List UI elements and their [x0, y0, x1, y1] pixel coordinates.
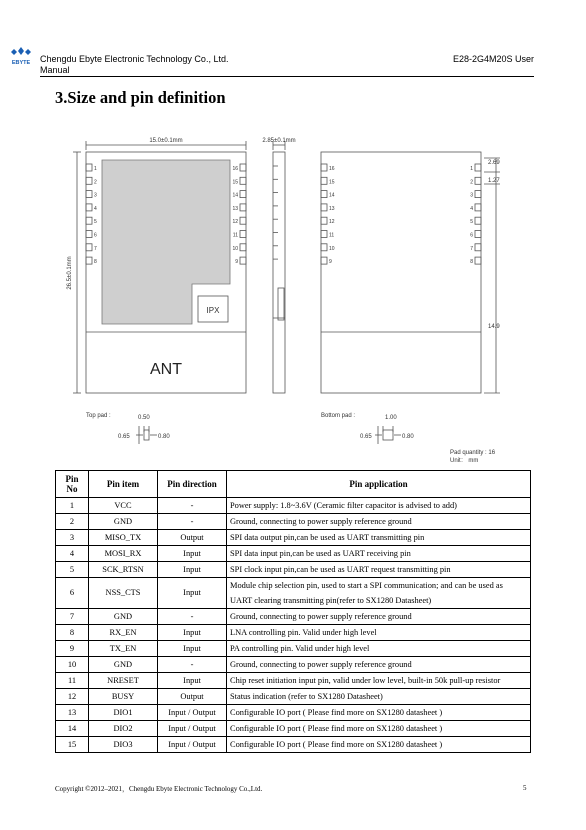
pin-no-cell: 1	[56, 498, 89, 514]
pitch-top-label: 2.69	[488, 160, 500, 166]
pin-number-label: 9	[235, 259, 238, 266]
pin-application-cell: Configurable IO port ( Please find more on SX1280 datasheet )	[227, 705, 531, 721]
pin-number-label: 16	[232, 166, 238, 172]
pin-number-label: 1	[94, 166, 97, 172]
header-company: Chengdu Ebyte Electronic Technology Co., Ltd.	[40, 54, 229, 64]
pin-number-label: 15	[232, 179, 238, 186]
pin-direction-cell: Input	[158, 562, 227, 578]
pin-number-label: 11	[329, 232, 335, 239]
table-row	[56, 737, 531, 753]
table-row	[56, 546, 531, 562]
pin-direction-cell: Input	[158, 641, 227, 657]
pin-no-cell: 6	[56, 578, 89, 609]
pin-number-label: 10	[232, 245, 238, 252]
page-number: 5	[523, 784, 527, 792]
top-pad-length: 0.80	[158, 434, 170, 440]
pin-number-label: 13	[329, 205, 335, 212]
pin-no-cell: 5	[56, 562, 89, 578]
ant-label: ANT	[150, 361, 182, 378]
pin-pad	[240, 217, 246, 224]
pin-application-cell: Chip reset initiation input pin, valid under low level, built-in 50k pull-up resistor	[227, 673, 531, 689]
header-manual: Manual	[40, 65, 70, 75]
pin-item-cell: DIO2	[89, 721, 158, 737]
pin-item-cell: GND	[89, 657, 158, 673]
pin-number-label: 2	[94, 179, 97, 186]
pin-no-cell: 14	[56, 721, 89, 737]
pin-pad	[321, 244, 327, 251]
pin-application-cell: LNA controlling pin. Valid under high level	[227, 625, 531, 641]
pin-pad	[240, 257, 246, 264]
pin-pad	[86, 217, 92, 224]
pin-number-label: 13	[232, 205, 238, 212]
pin-direction-cell: Input	[158, 578, 227, 609]
table-row	[56, 625, 531, 641]
pin-application-cell: SPI clock input pin,can be used as UART request transmitting pin	[227, 562, 531, 578]
pin-no-cell: 3	[56, 530, 89, 546]
pin-pad	[86, 177, 92, 184]
header-pin-no: Pin No	[56, 471, 89, 498]
width-dimension: 15.0±0.1mm	[149, 138, 183, 144]
table-row	[56, 578, 531, 609]
pin-number-label: 1	[470, 166, 473, 172]
table-row	[56, 657, 531, 673]
pin-number-label: 5	[470, 219, 473, 226]
table-row	[56, 609, 531, 625]
pin-number-label: 6	[470, 232, 473, 239]
pin-item-cell: MISO_TX	[89, 530, 158, 546]
pin-no-cell: 12	[56, 689, 89, 705]
section-title: 3.Size and pin definition	[55, 88, 226, 107]
pin-application-cell: Ground, connecting to power supply reference ground	[227, 514, 531, 530]
pin-item-cell: DIO3	[89, 737, 158, 753]
header-product: E28-2G4M20S User	[452, 54, 534, 64]
pin-number-label: 8	[470, 259, 473, 266]
pin-pad	[475, 231, 481, 238]
pin-no-cell: 8	[56, 625, 89, 641]
height-dimension: 26.5±0.1mm	[67, 256, 73, 290]
pin-table	[55, 470, 531, 753]
pin-application-cell: Ground, connecting to power supply reference ground	[227, 609, 531, 625]
pin-direction-cell: Input / Output	[158, 721, 227, 737]
header-pin-application: Pin application	[227, 471, 531, 498]
pin-number-label: 6	[94, 232, 97, 239]
pin-pad	[240, 191, 246, 198]
pin-direction-cell: Input	[158, 673, 227, 689]
pin-item-cell: SCK_RTSN	[89, 562, 158, 578]
pin-pad	[86, 257, 92, 264]
pin-no-cell: 4	[56, 546, 89, 562]
pin-pad	[321, 164, 327, 171]
ipx-label: IPX	[206, 306, 220, 315]
pin-no-cell: 7	[56, 609, 89, 625]
table-row	[56, 530, 531, 546]
dim-149-label: 14.9	[488, 324, 500, 330]
pin-direction-cell: Input / Output	[158, 737, 227, 753]
pin-pad	[475, 217, 481, 224]
pin-pad	[321, 231, 327, 238]
pin-application-cell: Ground, connecting to power supply reference ground	[227, 657, 531, 673]
table-row	[56, 705, 531, 721]
pin-pad	[475, 204, 481, 211]
pin-direction-cell: -	[158, 514, 227, 530]
pin-pad	[86, 244, 92, 251]
pin-pad	[86, 204, 92, 211]
pin-no-cell: 10	[56, 657, 89, 673]
table-row	[56, 689, 531, 705]
table-row	[56, 562, 531, 578]
pin-number-label: 11	[232, 232, 238, 239]
pin-number-label: 15	[329, 179, 335, 186]
pin-pad	[240, 177, 246, 184]
pin-number-label: 3	[94, 192, 97, 199]
table-row	[56, 641, 531, 657]
pin-pad	[86, 191, 92, 198]
bottom-pad-gap: 0.65	[360, 434, 372, 440]
pin-item-cell: NSS_CTS	[89, 578, 158, 609]
header-pin-item: Pin item	[89, 471, 158, 498]
pin-number-label: 14	[232, 192, 238, 199]
module-drawing	[40, 128, 500, 468]
header-divider	[40, 76, 534, 77]
footer-copyright: Copyright ©2012–2021，Chengdu Ebyte Electronic Technology Co.,Ltd.	[55, 785, 263, 793]
pin-number-label: 3	[470, 192, 473, 199]
pin-direction-cell: Input	[158, 625, 227, 641]
pin-item-cell: GND	[89, 514, 158, 530]
pin-direction-cell: Output	[158, 689, 227, 705]
pin-direction-cell: -	[158, 609, 227, 625]
top-pad-gap: 0.65	[118, 434, 130, 440]
pin-pad	[321, 217, 327, 224]
pin-no-cell: 15	[56, 737, 89, 753]
pin-pad	[86, 231, 92, 238]
pin-item-cell: TX_EN	[89, 641, 158, 657]
pin-direction-cell: -	[158, 498, 227, 514]
pin-pad	[321, 177, 327, 184]
pin-number-label: 7	[470, 245, 473, 252]
pin-application-cell: Power supply: 1.8~3.6V (Ceramic filter capacitor is advised to add)	[227, 498, 531, 514]
pin-item-cell: MOSI_RX	[89, 546, 158, 562]
pitch-label: 1.27	[488, 178, 500, 184]
pin-application-cell: PA controlling pin. Valid under high level	[227, 641, 531, 657]
pin-application-cell: Module chip selection pin, used to start a SPI communication; and can be used as UART clearing transmitting pin(refer to SX1280 Datasheet)	[227, 578, 531, 609]
bottom-pad-label: Bottom pad :	[321, 413, 356, 419]
pin-number-label: 4	[94, 205, 97, 212]
pin-no-cell: 11	[56, 673, 89, 689]
pin-direction-cell: Input	[158, 546, 227, 562]
pin-number-label: 16	[329, 166, 335, 172]
pin-number-label: 12	[329, 219, 335, 226]
pin-number-label: 8	[94, 259, 97, 266]
unit-label: Unit： mm	[450, 458, 479, 464]
pin-number-label: 10	[329, 245, 335, 252]
pin-pad	[240, 244, 246, 251]
pin-number-label: 4	[470, 205, 473, 212]
pin-item-cell: GND	[89, 609, 158, 625]
pin-pad	[321, 204, 327, 211]
pin-item-cell: VCC	[89, 498, 158, 514]
pin-item-cell: BUSY	[89, 689, 158, 705]
ebyte-logo	[8, 45, 34, 67]
pin-pad	[86, 164, 92, 171]
table-row	[56, 673, 531, 689]
bottom-pad-length: 0.80	[402, 434, 414, 440]
table-row	[56, 721, 531, 737]
thickness-dimension: 2.85±0.1mm	[262, 138, 296, 144]
pin-number-label: 2	[470, 179, 473, 186]
pin-direction-cell: -	[158, 657, 227, 673]
pin-pad	[475, 177, 481, 184]
bottom-pad-width: 1.00	[385, 415, 397, 421]
pin-no-cell: 13	[56, 705, 89, 721]
table-header-row	[56, 471, 531, 498]
pin-no-cell: 2	[56, 514, 89, 530]
pin-pad	[475, 191, 481, 198]
pin-pad	[475, 244, 481, 251]
pin-item-cell: RX_EN	[89, 625, 158, 641]
logo-text: EBYTE	[11, 60, 31, 66]
pin-application-cell: Configurable IO port ( Please find more on SX1280 datasheet )	[227, 737, 531, 753]
pin-number-label: 12	[232, 219, 238, 226]
pin-no-cell: 9	[56, 641, 89, 657]
pin-pad	[240, 164, 246, 171]
header-pin-direction: Pin direction	[158, 471, 227, 498]
pin-number-label: 5	[94, 219, 97, 226]
pin-pad	[475, 164, 481, 171]
pin-pad	[240, 204, 246, 211]
pin-number-label: 7	[94, 245, 97, 252]
pin-pad	[475, 257, 481, 264]
top-pad-width: 0.50	[138, 415, 150, 421]
pin-application-cell: Configurable IO port ( Please find more on SX1280 datasheet )	[227, 721, 531, 737]
pin-application-cell: SPI data input pin,can be used as UART receiving pin	[227, 546, 531, 562]
table-row	[56, 498, 531, 514]
pin-application-cell: Status indication (refer to SX1280 Datasheet)	[227, 689, 531, 705]
pin-item-cell: DIO1	[89, 705, 158, 721]
pin-pad	[321, 257, 327, 264]
pin-pad	[240, 231, 246, 238]
pin-item-cell: NRESET	[89, 673, 158, 689]
pin-pad	[321, 191, 327, 198]
pin-application-cell: SPI data output pin,can be used as UART transmitting pin	[227, 530, 531, 546]
table-row	[56, 514, 531, 530]
pin-direction-cell: Input / Output	[158, 705, 227, 721]
pad-quantity: Pad quantity : 16	[450, 450, 496, 456]
pin-number-label: 9	[329, 259, 332, 266]
top-pad-label: Top pad :	[86, 413, 111, 419]
pin-direction-cell: Output	[158, 530, 227, 546]
pin-number-label: 14	[329, 192, 335, 199]
